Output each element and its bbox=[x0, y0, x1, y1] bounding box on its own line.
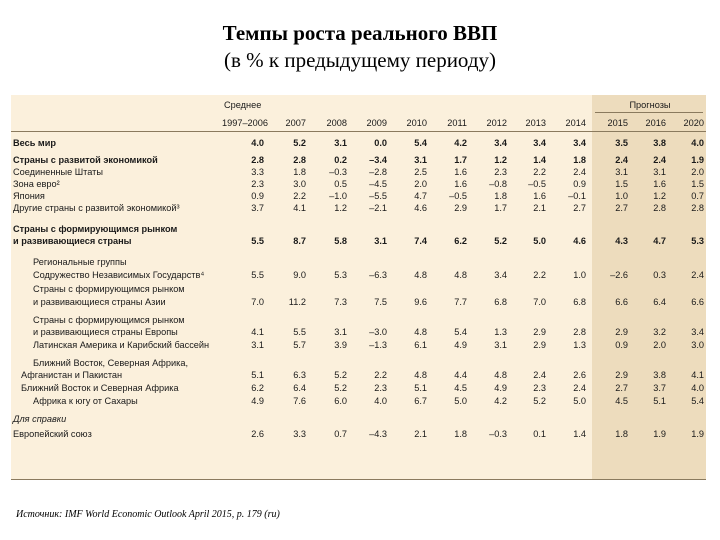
title-line-2: (в % к предыдущему периоду) bbox=[223, 48, 496, 72]
table-cell: 2.0 bbox=[653, 340, 666, 350]
table-cell: 7.4 bbox=[414, 236, 427, 246]
table-cell: –0.8 bbox=[489, 179, 507, 189]
table-cell: 1.8 bbox=[454, 429, 467, 439]
table-cell: 4.8 bbox=[414, 270, 427, 280]
header-average-years: 1997–2006 bbox=[222, 118, 268, 128]
table-cell: 1.2 bbox=[653, 191, 666, 201]
table-cell: 4.8 bbox=[414, 370, 427, 380]
table-cell: –2.8 bbox=[369, 167, 387, 177]
table-cell: 1.6 bbox=[533, 191, 546, 201]
row-label: Содружество Независимых Государств⁴ bbox=[33, 270, 205, 280]
table-cell: 4.5 bbox=[454, 383, 467, 393]
table-cell: 5.4 bbox=[691, 396, 704, 406]
table-cell: 2.3 bbox=[251, 179, 264, 189]
table-cell: 7.6 bbox=[293, 396, 306, 406]
table-cell: 2.4 bbox=[615, 155, 628, 165]
table-cell: 5.5 bbox=[251, 236, 264, 246]
table-cell: 1.6 bbox=[454, 179, 467, 189]
table-cell: 5.5 bbox=[293, 327, 306, 337]
row-label: Страны с формирующимся рынком bbox=[33, 315, 185, 325]
header-separator bbox=[11, 131, 706, 132]
table-cell: 3.9 bbox=[334, 340, 347, 350]
table-cell: 0.7 bbox=[691, 191, 704, 201]
table-cell: 7.7 bbox=[454, 297, 467, 307]
table-cell: 3.1 bbox=[374, 236, 387, 246]
table-cell: –0.3 bbox=[329, 167, 347, 177]
table-cell: 2.9 bbox=[454, 203, 467, 213]
table-cell: 4.0 bbox=[374, 396, 387, 406]
table-cell: 5.2 bbox=[533, 396, 546, 406]
table-cell: 4.9 bbox=[494, 383, 507, 393]
table-cell: 6.0 bbox=[334, 396, 347, 406]
table-cell: 2.7 bbox=[615, 383, 628, 393]
table-cell: 3.4 bbox=[533, 138, 546, 148]
table-cell: 1.2 bbox=[334, 203, 347, 213]
table-cell: 0.9 bbox=[251, 191, 264, 201]
table-cell: 6.1 bbox=[414, 340, 427, 350]
header-year-2010: 2010 bbox=[406, 118, 427, 128]
header-year-2008: 2008 bbox=[326, 118, 347, 128]
table-cell: –2.1 bbox=[369, 203, 387, 213]
table-cell: 1.8 bbox=[573, 155, 586, 165]
table-cell: –5.5 bbox=[369, 191, 387, 201]
table-cell: 5.2 bbox=[334, 383, 347, 393]
header-average-label: Среднее bbox=[224, 100, 262, 110]
table-cell: 4.0 bbox=[691, 383, 704, 393]
table-cell: 0.9 bbox=[615, 340, 628, 350]
table-cell: 1.8 bbox=[293, 167, 306, 177]
table-cell: 7.3 bbox=[334, 297, 347, 307]
table-cell: 1.5 bbox=[615, 179, 628, 189]
forecast-underline bbox=[595, 112, 703, 113]
table-cell: 1.7 bbox=[494, 203, 507, 213]
table-cell: –0.5 bbox=[528, 179, 546, 189]
table-cell: 6.8 bbox=[494, 297, 507, 307]
table-cell: 3.2 bbox=[653, 327, 666, 337]
row-label: и развивающиеся страны Европы bbox=[33, 327, 178, 337]
header-year-2020: 2020 bbox=[683, 118, 704, 128]
row-label: Страны с формирующимся рынком bbox=[33, 284, 185, 294]
table-cell: 2.4 bbox=[691, 270, 704, 280]
row-label: Страны с развитой экономикой bbox=[13, 155, 158, 165]
header-year-2015: 2015 bbox=[607, 118, 628, 128]
table-cell: 3.1 bbox=[334, 138, 347, 148]
table-cell: 0.2 bbox=[334, 155, 347, 165]
table-cell: 6.4 bbox=[293, 383, 306, 393]
source-note: Источник: IMF World Economic Outlook April 2015, p. 179 (ru) bbox=[16, 509, 280, 520]
row-label: Региональные группы bbox=[33, 257, 127, 267]
header-year-2009: 2009 bbox=[366, 118, 387, 128]
table-cell: 2.9 bbox=[533, 340, 546, 350]
table-cell: 0.5 bbox=[334, 179, 347, 189]
row-label: Европейский союз bbox=[13, 429, 92, 439]
table-cell: 2.4 bbox=[533, 370, 546, 380]
table-cell: 1.4 bbox=[573, 429, 586, 439]
table-cell: 6.7 bbox=[414, 396, 427, 406]
table-cell: 3.4 bbox=[494, 270, 507, 280]
table-cell: 11.2 bbox=[288, 297, 306, 307]
table-cell: 5.0 bbox=[454, 396, 467, 406]
table-cell: 3.1 bbox=[653, 167, 666, 177]
table-cell: 9.6 bbox=[414, 297, 427, 307]
table-cell: 2.4 bbox=[573, 167, 586, 177]
table-cell: –0.1 bbox=[568, 191, 586, 201]
table-cell: 2.6 bbox=[573, 370, 586, 380]
table-cell: 3.0 bbox=[691, 340, 704, 350]
table-cell: 0.1 bbox=[533, 429, 546, 439]
table-cell: –0.3 bbox=[489, 429, 507, 439]
table-cell: 5.1 bbox=[653, 396, 666, 406]
table-cell: 2.2 bbox=[293, 191, 306, 201]
row-label: Зона евро² bbox=[13, 179, 60, 189]
table-cell: 6.2 bbox=[251, 383, 264, 393]
table-cell: 7.0 bbox=[251, 297, 264, 307]
table-cell: 5.2 bbox=[334, 370, 347, 380]
table-cell: 3.1 bbox=[251, 340, 264, 350]
table-cell: 1.8 bbox=[494, 191, 507, 201]
table-cell: 2.4 bbox=[653, 155, 666, 165]
table-cell: 2.2 bbox=[374, 370, 387, 380]
table-cell: 6.3 bbox=[293, 370, 306, 380]
table-cell: 1.2 bbox=[494, 155, 507, 165]
table-cell: 3.1 bbox=[414, 155, 427, 165]
table-cell: –0.5 bbox=[449, 191, 467, 201]
table-cell: 7.5 bbox=[374, 297, 387, 307]
table-cell: –1.3 bbox=[369, 340, 387, 350]
table-cell: 2.8 bbox=[653, 203, 666, 213]
table-cell: 1.5 bbox=[691, 179, 704, 189]
table-cell: 5.7 bbox=[293, 340, 306, 350]
page-title bbox=[0, 20, 720, 74]
table-cell: 1.4 bbox=[533, 155, 546, 165]
table-cell: –4.3 bbox=[369, 429, 387, 439]
table-cell: 6.4 bbox=[653, 297, 666, 307]
table-cell: 4.1 bbox=[251, 327, 264, 337]
table-cell: 1.0 bbox=[615, 191, 628, 201]
forecast-shading bbox=[592, 95, 706, 480]
table-cell: 1.8 bbox=[615, 429, 628, 439]
table-cell: 3.4 bbox=[494, 138, 507, 148]
row-label: Другие страны с развитой экономикой³ bbox=[13, 203, 180, 213]
table-cell: 3.1 bbox=[494, 340, 507, 350]
table-cell: –3.4 bbox=[369, 155, 387, 165]
table-cell: –4.5 bbox=[369, 179, 387, 189]
table-cell: 1.7 bbox=[454, 155, 467, 165]
table-cell: 4.8 bbox=[414, 327, 427, 337]
table-cell: 3.4 bbox=[691, 327, 704, 337]
table-cell: 6.8 bbox=[573, 297, 586, 307]
table-cell: 6.2 bbox=[454, 236, 467, 246]
row-label: и развивающиеся страны bbox=[13, 236, 132, 246]
table-cell: –2.6 bbox=[610, 270, 628, 280]
table-cell: 2.3 bbox=[533, 383, 546, 393]
table-cell: 5.5 bbox=[251, 270, 264, 280]
table-cell: 2.3 bbox=[494, 167, 507, 177]
table-cell: 0.0 bbox=[374, 138, 387, 148]
table-cell: 7.0 bbox=[533, 297, 546, 307]
table-cell: 5.2 bbox=[293, 138, 306, 148]
table-cell: 4.1 bbox=[293, 203, 306, 213]
table-cell: 4.2 bbox=[494, 396, 507, 406]
table-cell: 2.2 bbox=[533, 167, 546, 177]
table-cell: 5.0 bbox=[573, 396, 586, 406]
table-cell: –6.3 bbox=[369, 270, 387, 280]
table-cell: 6.6 bbox=[691, 297, 704, 307]
table-cell: –1.0 bbox=[329, 191, 347, 201]
table-cell: 4.2 bbox=[454, 138, 467, 148]
row-label: Ближний Восток, Северная Африка, bbox=[33, 358, 188, 368]
table-cell: 2.0 bbox=[691, 167, 704, 177]
table-cell: 4.1 bbox=[691, 370, 704, 380]
table-cell: 5.4 bbox=[454, 327, 467, 337]
table-cell: 2.7 bbox=[573, 203, 586, 213]
row-label: Япония bbox=[13, 191, 45, 201]
table-cell: 1.0 bbox=[573, 270, 586, 280]
table-cell: 5.2 bbox=[494, 236, 507, 246]
table-cell: 4.8 bbox=[454, 270, 467, 280]
row-label: Ближний Восток и Северная Африка bbox=[21, 383, 179, 393]
table-cell: 5.3 bbox=[334, 270, 347, 280]
table-cell: 4.4 bbox=[454, 370, 467, 380]
table-cell: 2.5 bbox=[414, 167, 427, 177]
table-cell: 3.3 bbox=[251, 167, 264, 177]
table-cell: 0.7 bbox=[334, 429, 347, 439]
table-cell: 2.0 bbox=[414, 179, 427, 189]
table-cell: 4.7 bbox=[653, 236, 666, 246]
row-label: Африка к югу от Сахары bbox=[33, 396, 138, 406]
table-cell: 2.8 bbox=[691, 203, 704, 213]
table-cell: 4.0 bbox=[251, 138, 264, 148]
title-line-1: Темпы роста реального ВВП bbox=[222, 21, 498, 45]
table-cell: 4.6 bbox=[573, 236, 586, 246]
table-cell: 0.3 bbox=[653, 270, 666, 280]
table-cell: 4.5 bbox=[615, 396, 628, 406]
table-cell: 5.0 bbox=[533, 236, 546, 246]
header-year-2007: 2007 bbox=[285, 118, 306, 128]
table-cell: 2.4 bbox=[573, 383, 586, 393]
gdp-growth-table bbox=[11, 95, 706, 480]
table-cell: 5.4 bbox=[414, 138, 427, 148]
table-cell: 3.1 bbox=[334, 327, 347, 337]
header-year-2013: 2013 bbox=[525, 118, 546, 128]
table-cell: 5.1 bbox=[251, 370, 264, 380]
table-cell: 2.8 bbox=[293, 155, 306, 165]
table-cell: 4.3 bbox=[615, 236, 628, 246]
table-cell: 5.3 bbox=[691, 236, 704, 246]
table-cell: 9.0 bbox=[293, 270, 306, 280]
table-cell: 1.3 bbox=[573, 340, 586, 350]
row-label: Весь мир bbox=[13, 138, 56, 148]
table-cell: 2.1 bbox=[533, 203, 546, 213]
table-cell: 2.3 bbox=[374, 383, 387, 393]
header-year-2012: 2012 bbox=[486, 118, 507, 128]
table-cell: 1.9 bbox=[653, 429, 666, 439]
table-cell: 4.9 bbox=[251, 396, 264, 406]
table-cell: –3.0 bbox=[369, 327, 387, 337]
table-cell: 3.5 bbox=[615, 138, 628, 148]
table-cell: 2.6 bbox=[251, 429, 264, 439]
table-cell: 6.6 bbox=[615, 297, 628, 307]
table-cell: 3.8 bbox=[653, 370, 666, 380]
header-year-2016: 2016 bbox=[645, 118, 666, 128]
table-cell: 0.9 bbox=[573, 179, 586, 189]
table-cell: 3.7 bbox=[653, 383, 666, 393]
row-label: Соединенные Штаты bbox=[13, 167, 103, 177]
table-cell: 1.3 bbox=[494, 327, 507, 337]
table-cell: 3.7 bbox=[251, 203, 264, 213]
table-cell: 2.1 bbox=[414, 429, 427, 439]
row-label: Для справки bbox=[13, 414, 67, 424]
table-cell: 2.9 bbox=[615, 370, 628, 380]
table-cell: 5.8 bbox=[334, 236, 347, 246]
table-cell: 3.4 bbox=[573, 138, 586, 148]
table-cell: 1.6 bbox=[653, 179, 666, 189]
row-label: Страны с формирующимся рынком bbox=[13, 224, 178, 234]
table-cell: 3.8 bbox=[653, 138, 666, 148]
row-label: и развивающиеся страны Азии bbox=[33, 297, 166, 307]
table-cell: 2.9 bbox=[533, 327, 546, 337]
table-cell: 3.3 bbox=[293, 429, 306, 439]
table-cell: 1.9 bbox=[691, 429, 704, 439]
header-forecast-label: Прогнозы bbox=[629, 100, 671, 110]
table-cell: 8.7 bbox=[293, 236, 306, 246]
header-year-2011: 2011 bbox=[447, 118, 467, 128]
row-label: Латинская Америка и Карибский бассейн bbox=[33, 340, 210, 350]
table-cell: 3.0 bbox=[293, 179, 306, 189]
table-cell: 4.7 bbox=[414, 191, 427, 201]
row-label: Афганистан и Пакистан bbox=[21, 370, 123, 380]
table-cell: 2.8 bbox=[573, 327, 586, 337]
table-cell: 1.6 bbox=[454, 167, 467, 177]
table-cell: 4.8 bbox=[494, 370, 507, 380]
table-cell: 1.9 bbox=[691, 155, 704, 165]
table-cell: 2.2 bbox=[533, 270, 546, 280]
table-cell: 2.9 bbox=[615, 327, 628, 337]
table-cell: 2.8 bbox=[251, 155, 264, 165]
header-year-2014: 2014 bbox=[565, 118, 586, 128]
table-cell: 4.9 bbox=[454, 340, 467, 350]
table-cell: 2.7 bbox=[615, 203, 628, 213]
table-cell: 4.0 bbox=[691, 138, 704, 148]
table-cell: 3.1 bbox=[615, 167, 628, 177]
table-cell: 4.6 bbox=[414, 203, 427, 213]
table-cell: 5.1 bbox=[414, 383, 427, 393]
footer-separator bbox=[11, 479, 706, 480]
